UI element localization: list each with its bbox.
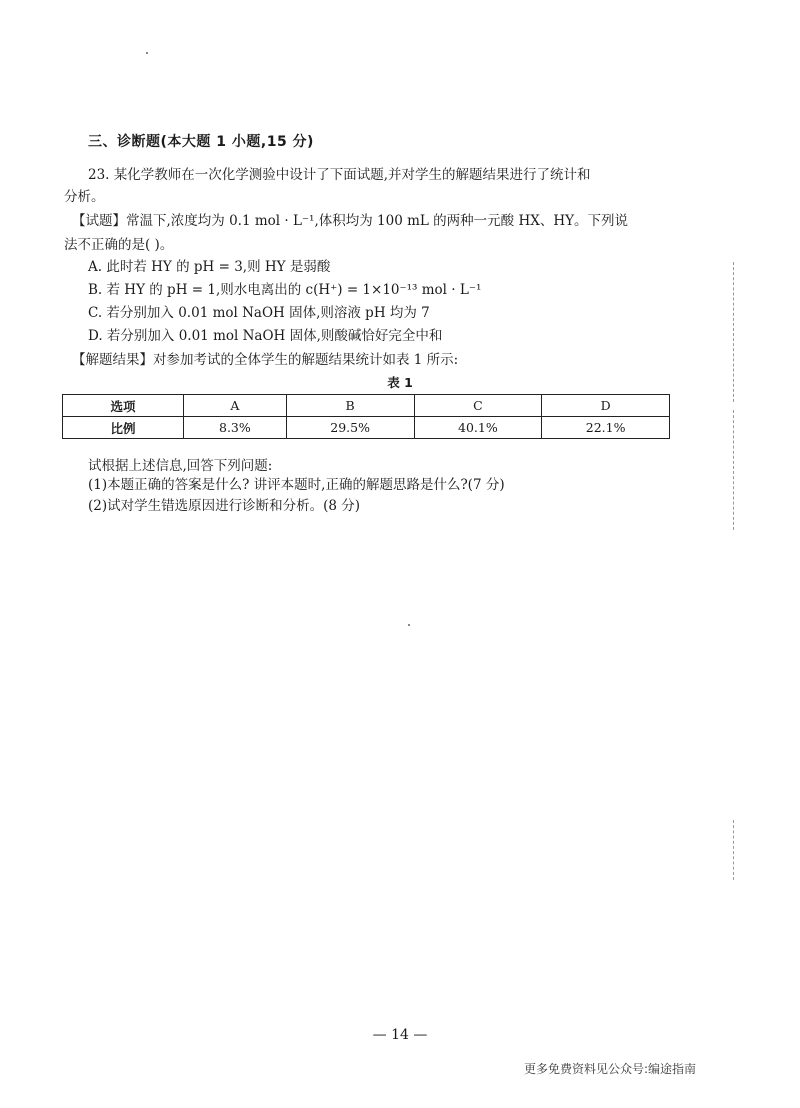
question-intro-line-2: 分析。 [64,189,105,205]
scan-speck [408,624,410,626]
section-title: 三、诊断题(本大题 1 小题,15 分) [88,134,314,150]
table-cell-d: 22.1% [542,417,670,439]
question-stem-line-2: 法不正确的是( )。 [64,237,174,253]
option-c: C. 若分别加入 0.01 mol NaOH 固体,则溶液 pH 均为 7 [88,305,430,321]
table-header-b: B [286,395,414,417]
question-stem-line-1: 【试题】常温下,浓度均为 0.1 mol · L⁻¹,体积均为 100 mL 的两种一元酸 HX、HY。下列说 [72,213,629,229]
table-header-label: 选项 [63,395,184,417]
table-header-c: C [414,395,542,417]
table-cell-b: 29.5% [286,417,414,439]
margin-dashed-rule [733,410,734,530]
stats-table [62,394,670,439]
table-header-d: D [542,395,670,417]
scan-speck [146,52,148,54]
sub-question-1: (1)本题正确的答案是什么? 讲评本题时,正确的解题思路是什么?(7 分) [88,477,505,493]
table-caption: 表 1 [387,375,413,390]
table-header-row [63,395,670,417]
option-d: D. 若分别加入 0.01 mol NaOH 固体,则酸碱恰好完全中和 [88,328,443,344]
table-cell-c: 40.1% [414,417,542,439]
table-row-label: 比例 [63,417,184,439]
table-cell-a: 8.3% [184,417,287,439]
margin-dashed-rule [733,262,734,402]
option-a: A. 此时若 HY 的 pH = 3,则 HY 是弱酸 [88,259,331,275]
table-header-a: A [184,395,287,417]
question-intro-line-1: 23. 某化学教师在一次化学测验中设计了下面试题,并对学生的解题结果进行了统计和 [88,167,591,183]
footer-note: 更多免费资料见公众号:编途指南 [523,1062,696,1076]
table-row [63,417,670,439]
margin-dashed-rule [733,820,734,880]
page-number: — 14 — [372,1027,428,1043]
option-b: B. 若 HY 的 pH = 1,则水电离出的 c(H⁺) = 1×10⁻¹³ mol · L⁻¹ [88,282,482,298]
result-intro: 【解题结果】对参加考试的全体学生的解题结果统计如表 1 所示: [72,352,459,368]
sub-question-2: (2)试对学生错选原因进行诊断和分析。(8 分) [88,498,361,514]
answer-instructions: 试根据上述信息,回答下列问题: [88,458,273,474]
